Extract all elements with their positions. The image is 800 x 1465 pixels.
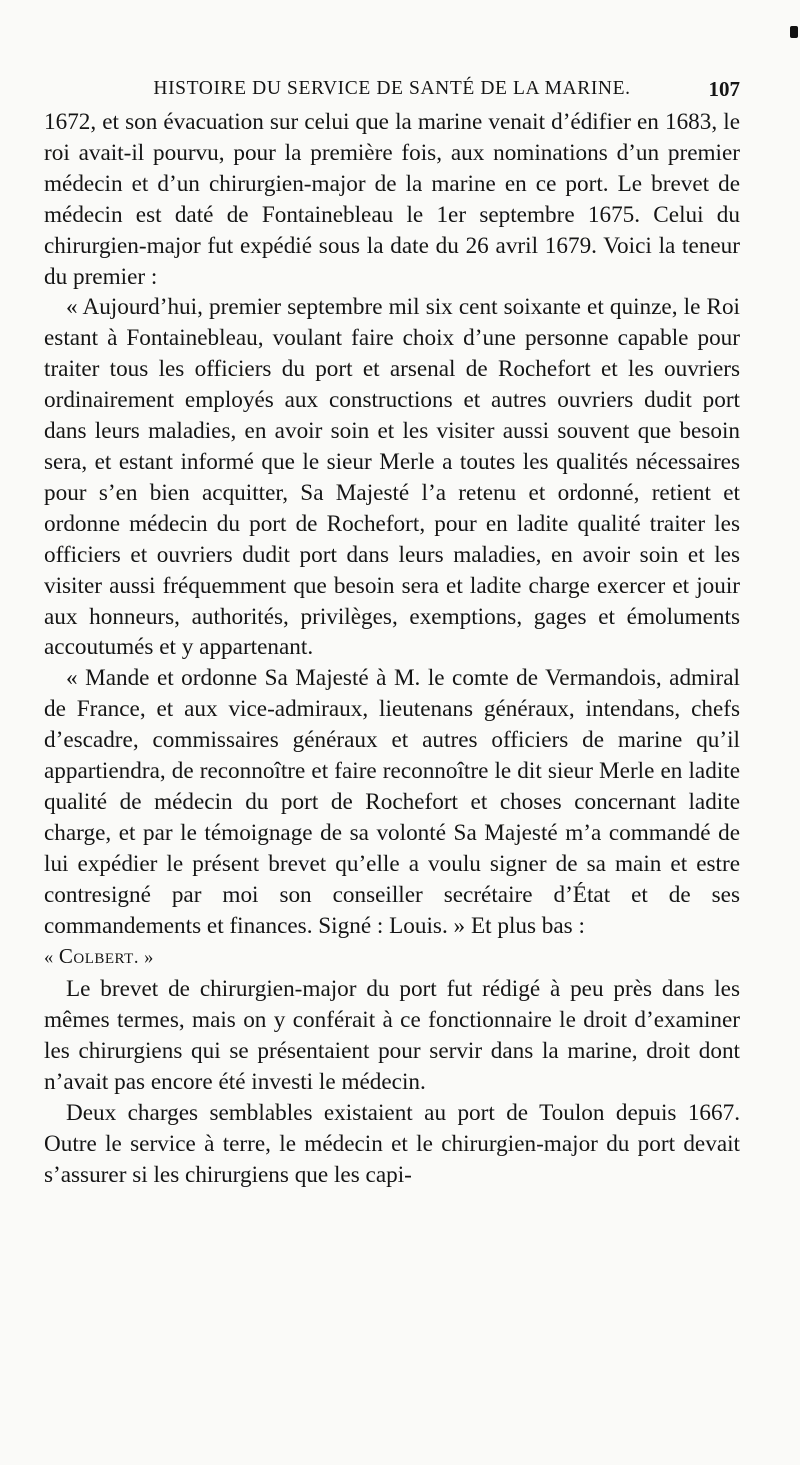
running-title: HISTOIRE DU SERVICE DE SANTÉ DE LA MARINE. <box>153 78 631 99</box>
paragraph-3-quote: « Mande et ordonne Sa Majesté à M. le comte de Vermandois, admiral de France, et aux vice-admiraux, lieutenans généraux, intendans, chefs d’escadre, commissaires généraux et autres officiers de marine qu’il appartiendra, de reconnoître et faire reconnoître le dit sieur Merle en ladite qualité de médecin du port de Rochefort et choses concernant ladite charge, et par le témoignage de sa volonté Sa Majesté m’a commandé de lui expédier le présent brevet qu’elle a voulu signer de sa main et estre contresigné par moi son conseiller secrétaire d’État et de ses commandements et finances. Signé : Louis. » Et plus bas : <box>44 665 740 939</box>
paragraph-1: 1672, et son évacuation sur celui que la marine venait d’édifier en 1683, le roi avait-il pourvu, pour la première fois, aux nominations d’un premier médecin et d’un chirurgien-major de la marine en ce port. Le brevet de médecin est daté de Fontainebleau le 1er septembre 1675. Celui du chirurgien-major fut expédié sous la date du 26 avril 1679. Voici la teneur du premier : <box>44 109 740 290</box>
body-text <box>44 107 740 1191</box>
signature-line <box>44 941 740 974</box>
signature-open-quote: « <box>44 948 59 969</box>
paragraph-6: Deux charges semblables existaient au port de Toulon depuis 1667. Outre le service à terre, le médecin et le chirurgien-major du port devait s’assurer si les chirurgiens que les capi- <box>44 1100 740 1188</box>
paragraph-5: Le brevet de chirurgien-major du port fut rédigé à peu près dans les mêmes termes, mais on y conférait à ce fonctionnaire le droit d’examiner les chirurgiens qui se présentaient pour servir dans la marine, droit dont n’avait pas encore été investi le médecin. <box>44 976 740 1096</box>
paragraph-2-quote: « Aujourd’hui, premier septembre mil six cent soixante et quinze, le Roi estant à Fontainebleau, voulant faire choix d’une personne capable pour traiter tous les officiers du port et arsenal de Rochefort et les ouvriers ordinairement employés aux constructions et autres ouvriers dudit port dans leurs maladies, en avoir soin et les visiter aussi souvent que besoin sera, et estant informé que le sieur Merle a toutes les qualités nécessaires pour s’en bien acquitter, Sa Majesté l’a retenu et ordonné, retient et ordonne médecin du port de Rochefort, pour en ladite qualité traiter les officiers et ouvriers dudit port dans leurs maladies, en avoir soin et les visiter aussi fréquemment que besoin sera et ladite charge exercer et jouir aux honneurs, authorités, privilèges, exemptions, gages et émoluments accoutumés et y appartenant. <box>44 294 740 661</box>
page-corner-mark <box>790 26 798 38</box>
signature-close-quote: . » <box>133 948 154 969</box>
signature-name: Colbert <box>58 944 134 969</box>
running-head <box>44 76 740 102</box>
page-number: 107 <box>708 77 740 101</box>
